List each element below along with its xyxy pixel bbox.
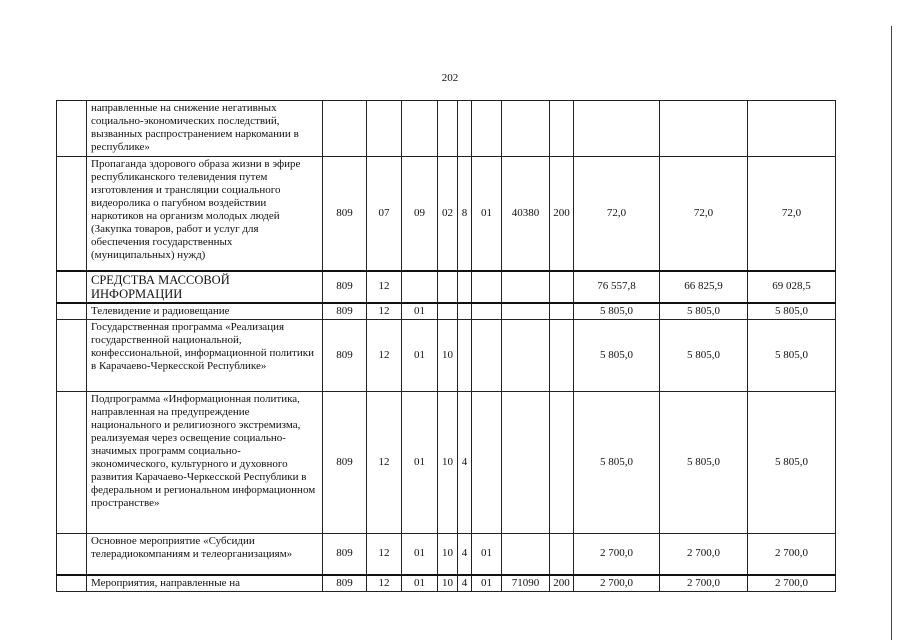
- cell-direction-code: 71090: [502, 575, 550, 592]
- cell-amount-year2: 2 700,0: [660, 533, 748, 575]
- cell-event-code: [472, 319, 502, 391]
- cell-subprogram-code: [458, 271, 472, 303]
- row-name: Пропаганда здорового образа жизни в эфире республиканского телевидения путем изготовления и трансляции социального видеоролика о пагубном воздействии наркотиков на организм молодых людей (Закупка товаров, работ и услуг для обеспечения государственных (муниципальных) нужд): [87, 157, 323, 271]
- row-name: направленные на снижение негативных социально-экономических последствий, вызванных распространением наркомании в республике»: [87, 101, 323, 157]
- cell-amount-year1: 72,0: [574, 157, 660, 271]
- cell-section-code: 12: [367, 271, 402, 303]
- cell-amount-year2: 5 805,0: [660, 319, 748, 391]
- cell-expense-type: [550, 319, 574, 391]
- table-row: [57, 391, 836, 533]
- cell-amount-year3: 2 700,0: [748, 575, 836, 592]
- row-marker-cell: [57, 533, 87, 575]
- cell-amount-year2: 5 805,0: [660, 303, 748, 320]
- row-marker-cell: [57, 575, 87, 592]
- cell-section-code: 12: [367, 533, 402, 575]
- row-marker-cell: [57, 319, 87, 391]
- cell-expense-type: 200: [550, 575, 574, 592]
- cell-subprogram-code: [458, 101, 472, 157]
- cell-ministry-code: 809: [323, 157, 367, 271]
- cell-expense-type: [550, 303, 574, 320]
- cell-program-code: [438, 271, 458, 303]
- cell-subprogram-code: 4: [458, 533, 472, 575]
- cell-direction-code: [502, 533, 550, 575]
- cell-direction-code: [502, 303, 550, 320]
- cell-ministry-code: 809: [323, 533, 367, 575]
- cell-expense-type: [550, 101, 574, 157]
- cell-event-code: 01: [472, 533, 502, 575]
- cell-section-code: 07: [367, 157, 402, 271]
- cell-amount-year2: [660, 101, 748, 157]
- budget-table: [56, 100, 836, 592]
- cell-subsection-code: 01: [402, 391, 438, 533]
- cell-amount-year1: 5 805,0: [574, 303, 660, 320]
- cell-expense-type: [550, 271, 574, 303]
- cell-subsection-code: [402, 101, 438, 157]
- cell-section-code: 12: [367, 319, 402, 391]
- cell-program-code: [438, 101, 458, 157]
- cell-program-code: 10: [438, 533, 458, 575]
- table-row: [57, 271, 836, 303]
- page-edge-line: [891, 26, 892, 640]
- row-name: Государственная программа «Реализация государственной национальной, конфессиональной, информационной политики в Карачаево-Черкесской Республике»: [87, 319, 323, 391]
- cell-subprogram-code: 8: [458, 157, 472, 271]
- cell-ministry-code: 809: [323, 391, 367, 533]
- cell-amount-year2: 72,0: [660, 157, 748, 271]
- cell-program-code: 02: [438, 157, 458, 271]
- cell-amount-year1: 5 805,0: [574, 391, 660, 533]
- cell-ministry-code: [323, 101, 367, 157]
- cell-subprogram-code: [458, 319, 472, 391]
- cell-amount-year2: 2 700,0: [660, 575, 748, 592]
- cell-subprogram-code: 4: [458, 391, 472, 533]
- row-marker-cell: [57, 391, 87, 533]
- cell-program-code: [438, 303, 458, 320]
- row-marker-cell: [57, 271, 87, 303]
- cell-subsection-code: 01: [402, 533, 438, 575]
- cell-direction-code: [502, 271, 550, 303]
- cell-expense-type: [550, 391, 574, 533]
- row-marker-cell: [57, 101, 87, 157]
- cell-event-code: [472, 303, 502, 320]
- cell-amount-year3: 5 805,0: [748, 319, 836, 391]
- table-row: [57, 157, 836, 271]
- cell-amount-year3: [748, 101, 836, 157]
- table-row: [57, 101, 836, 157]
- row-name: СРЕДСТВА МАССОВОЙ ИНФОРМАЦИИ: [87, 271, 323, 303]
- table-row: [57, 575, 836, 592]
- row-name: Основное мероприятие «Субсидии телерадиокомпаниям и телеорганизациям»: [87, 533, 323, 575]
- cell-section-code: 12: [367, 303, 402, 320]
- cell-ministry-code: 809: [323, 575, 367, 592]
- cell-section-code: 12: [367, 391, 402, 533]
- cell-amount-year3: 72,0: [748, 157, 836, 271]
- row-marker-cell: [57, 157, 87, 271]
- cell-subsection-code: [402, 271, 438, 303]
- row-name: Подпрограмма «Информационная политика, направленная на предупреждение национального и религиозного экстремизма, реализуемая через освещение социально-значимых программ социально-экономического, культурного и духовного развития Карачаево-Черкесской Республики в федеральном и региональном информационном пространстве»: [87, 391, 323, 533]
- cell-section-code: [367, 101, 402, 157]
- cell-event-code: [472, 101, 502, 157]
- cell-expense-type: [550, 533, 574, 575]
- cell-program-code: 10: [438, 391, 458, 533]
- cell-amount-year3: 5 805,0: [748, 303, 836, 320]
- cell-amount-year2: 66 825,9: [660, 271, 748, 303]
- cell-subsection-code: 01: [402, 319, 438, 391]
- cell-event-code: [472, 271, 502, 303]
- cell-subsection-code: 01: [402, 303, 438, 320]
- cell-program-code: 10: [438, 319, 458, 391]
- cell-section-code: 12: [367, 575, 402, 592]
- cell-amount-year1: [574, 101, 660, 157]
- row-name: Мероприятия, направленные на: [87, 575, 323, 592]
- cell-amount-year1: 76 557,8: [574, 271, 660, 303]
- cell-amount-year2: 5 805,0: [660, 391, 748, 533]
- table-row: [57, 319, 836, 391]
- cell-ministry-code: 809: [323, 319, 367, 391]
- table-row: [57, 533, 836, 575]
- cell-direction-code: [502, 319, 550, 391]
- cell-subsection-code: 01: [402, 575, 438, 592]
- cell-event-code: 01: [472, 157, 502, 271]
- cell-subprogram-code: [458, 303, 472, 320]
- cell-subprogram-code: 4: [458, 575, 472, 592]
- cell-amount-year1: 5 805,0: [574, 319, 660, 391]
- row-marker-cell: [57, 303, 87, 320]
- cell-program-code: 10: [438, 575, 458, 592]
- cell-amount-year3: 69 028,5: [748, 271, 836, 303]
- cell-subsection-code: 09: [402, 157, 438, 271]
- page-number: 202: [441, 72, 459, 84]
- table-row: [57, 303, 836, 320]
- row-name: Телевидение и радиовещание: [87, 303, 323, 320]
- cell-ministry-code: 809: [323, 271, 367, 303]
- cell-direction-code: [502, 101, 550, 157]
- cell-ministry-code: 809: [323, 303, 367, 320]
- cell-direction-code: [502, 391, 550, 533]
- cell-amount-year1: 2 700,0: [574, 575, 660, 592]
- cell-event-code: 01: [472, 575, 502, 592]
- cell-expense-type: 200: [550, 157, 574, 271]
- cell-event-code: [472, 391, 502, 533]
- cell-amount-year1: 2 700,0: [574, 533, 660, 575]
- cell-direction-code: 40380: [502, 157, 550, 271]
- cell-amount-year3: 2 700,0: [748, 533, 836, 575]
- cell-amount-year3: 5 805,0: [748, 391, 836, 533]
